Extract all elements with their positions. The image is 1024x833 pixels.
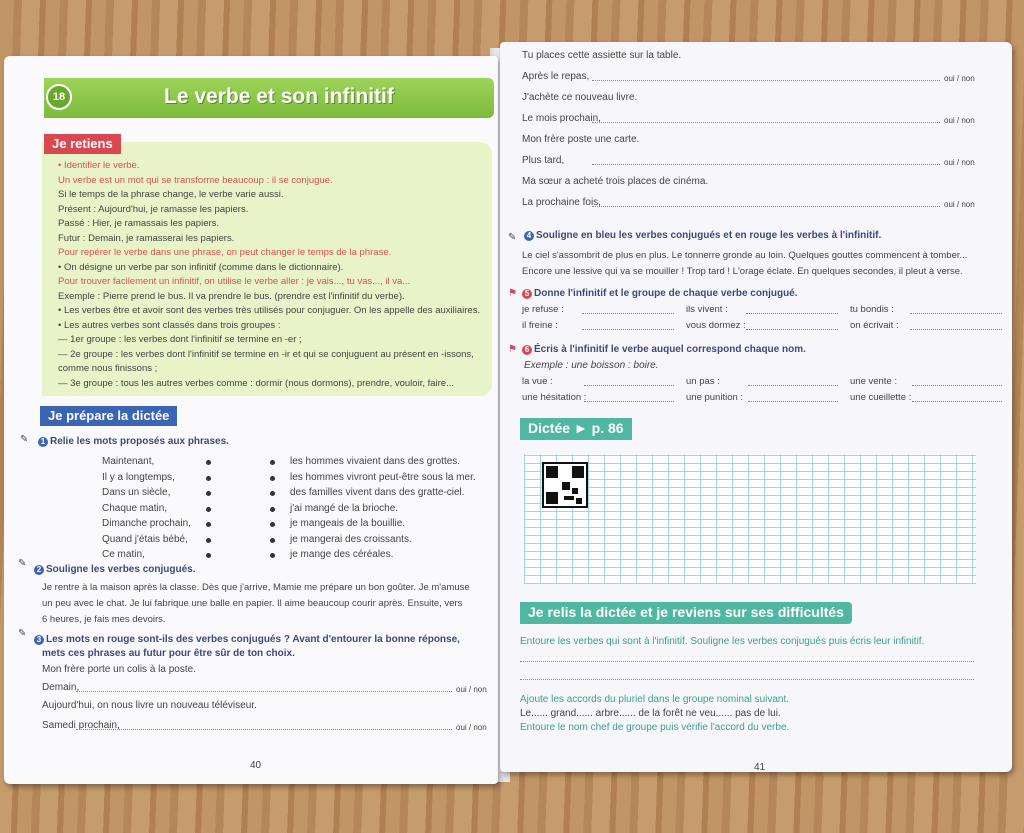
answer-line (582, 320, 674, 330)
retiens-line: • Identifier le verbe. (58, 160, 140, 171)
answer-line (910, 320, 1002, 330)
oui-non-choice: oui / non (944, 74, 975, 83)
link-dot[interactable] (270, 538, 275, 543)
ex5-item: ils vivent : (686, 304, 728, 315)
link-dot[interactable] (206, 553, 211, 558)
exercise-3-title: 3 Les mots en rouge sont-ils des verbes conjugués ? Avant d'entourer la bonne réponse, (34, 634, 460, 646)
future-line: Plus tard, (522, 155, 565, 166)
exercise-6-title: 6 Écris à l'infinitif le verbe auquel correspond chaque nom. (522, 344, 806, 356)
ex1-right-item: je mangeais de la bouillie. (290, 518, 406, 529)
ex6-item: une hésitation : (522, 392, 587, 403)
future-line: Mon frère poste une carte. (522, 134, 640, 145)
link-dot[interactable] (206, 476, 211, 481)
answer-line (592, 155, 940, 165)
relis-instruction-3: Entoure le nom chef de groupe puis vérifie l'accord du verbe. (520, 722, 790, 733)
retiens-line: comme nous finissons ; (58, 363, 158, 374)
future-line: J'achète ce nouveau livre. (522, 92, 638, 103)
retiens-line: Pour repérer le verbe dans une phrase, on peut changer le temps de la phrase. (58, 247, 392, 258)
page-number-left: 40 (250, 760, 262, 771)
oui-non-choice: oui / non (456, 723, 487, 732)
exercise-4-title: 4 Souligne en bleu les verbes conjugués et en rouge les verbes à l'infinitif. (524, 230, 881, 242)
ex5-item: tu bondis : (850, 304, 894, 315)
ex3-line: Samedi prochain, (42, 720, 120, 731)
ex2-line: un peu avec le chat. Je lui fabrique une balle en papier. Il aime beaucoup courir après. Ensuite, vers (42, 598, 463, 609)
link-dot[interactable] (270, 476, 275, 481)
exercise-3-title-line2: mets ces phrases au futur pour être sûr de ton choix. (42, 648, 295, 659)
dictation-writing-grid (524, 454, 976, 584)
ex1-left-item: Maintenant, (102, 456, 155, 467)
oui-non-choice: oui / non (944, 200, 975, 209)
oui-non-choice: oui / non (944, 116, 975, 125)
retiens-line: • On désigne un verbe par son infinitif (comme dans le dictionnaire). (58, 261, 344, 273)
ex1-left-item: Dans un siècle, (102, 487, 171, 498)
future-line: Le mois prochain, (522, 113, 601, 124)
answer-line (746, 304, 838, 314)
dictee-label: Dictée ► p. 86 (520, 418, 632, 440)
lesson-title-bar (44, 78, 494, 118)
future-line: Ma sœur a acheté trois places de cinéma. (522, 176, 709, 187)
answer-line (520, 670, 974, 680)
pencil-icon: ✎ (508, 232, 517, 243)
lesson-number-badge: 18 (46, 84, 72, 110)
retiens-line: Si le temps de la phrase change, le verbe varie aussi. (58, 189, 284, 200)
exercise-4-line: Le ciel s'assombrit de plus en plus. Le tonnerre gronde au loin. Quelques gouttes commencent à tomber... (522, 250, 968, 261)
link-dot[interactable] (206, 522, 211, 527)
ex1-right-item: les hommes vivront peut-être sous la mer. (290, 471, 476, 483)
ex1-right-item: je mange des céréales. (290, 549, 394, 560)
ex6-item: une cueillette : (850, 392, 912, 403)
answer-line (76, 720, 452, 730)
ex1-left-item: Ce matin, (102, 549, 145, 560)
answer-line (584, 392, 674, 402)
retiens-line: Présent : Aujourd'hui, je ramasse les papiers. (58, 203, 249, 215)
ex6-item: la vue : (522, 376, 553, 387)
ex5-item: on écrivait : (850, 320, 899, 331)
pencil-icon: ✎ (18, 628, 27, 639)
answer-line (592, 197, 940, 207)
link-dot[interactable] (270, 460, 275, 465)
retiens-line: • Les autres verbes sont classés dans trois groupes : (58, 319, 281, 331)
ex1-right-item: j'ai mangé de la brioche. (290, 502, 399, 514)
relis-label: Je relis la dictée et je reviens sur ses difficultés (520, 602, 852, 624)
future-line: Tu places cette assiette sur la table. (522, 50, 682, 61)
retiens-line: — 2e groupe : les verbes dont l'infinitif se termine en -ir et qui se conjuguent au présent en -issons, (58, 348, 474, 360)
link-dot[interactable] (270, 507, 275, 512)
ex1-left-item: Il y a longtemps, (102, 471, 175, 483)
link-dot[interactable] (270, 491, 275, 496)
future-line: La prochaine fois, (522, 197, 601, 208)
retiens-line: Pour trouver facilement un infinitif, on utilise le verbe aller : je vais..., tu vas..., il va... (58, 276, 411, 287)
retiens-line: Passé : Hier, je ramassais les papiers. (58, 218, 220, 229)
pencil-icon: ✎ (18, 558, 27, 569)
link-dot[interactable] (206, 460, 211, 465)
exercise-2-title: 2 Souligne les verbes conjugués. (34, 564, 196, 576)
answer-line (746, 320, 838, 330)
right-page (500, 42, 1012, 772)
ex3-line: Mon frère porte un colis à la poste. (42, 664, 196, 675)
flag-icon: ⚑ (508, 344, 517, 355)
answer-line (592, 113, 940, 123)
link-dot[interactable] (206, 538, 211, 543)
future-line: Après le repas, (522, 71, 590, 82)
ex5-item: vous dormez : (686, 320, 746, 331)
retiens-line: Exemple : Pierre prend le bus. Il va prendre le bus. (prendre est l'infinitif du verbe). (58, 290, 405, 302)
exercise-1-title: 1 Relie les mots proposés aux phrases. (38, 436, 229, 448)
qr-code-icon (542, 462, 588, 508)
link-dot[interactable] (206, 491, 211, 496)
ex5-item: je refuse : (522, 304, 564, 315)
ex3-line: Aujourd'hui, on nous livre un nouveau téléviseur. (42, 700, 257, 711)
answer-line (910, 304, 1002, 314)
exercise-5-title: 5 Donne l'infinitif et le groupe de chaque verbe conjugué. (522, 288, 798, 300)
ex6-item: une vente : (850, 376, 898, 387)
answer-line (912, 392, 1002, 402)
ex1-right-item: les hommes vivaient dans des grottes. (290, 456, 461, 467)
retiens-line: — 1er groupe : les verbes dont l'infinitif se termine en -er ; (58, 334, 302, 345)
ex6-item: une punition : (686, 392, 744, 403)
ex6-item: un pas : (686, 376, 720, 387)
ex1-left-item: Dimanche prochain, (102, 518, 191, 529)
retiens-line: — 3e groupe : tous les autres verbes comme : dormir (nous dormons), prendre, vouloir, faire... (58, 377, 455, 389)
lesson-title: Le verbe et son infinitif (164, 85, 394, 108)
answer-line (748, 392, 838, 402)
relis-instruction-1: Entoure les verbes qui sont à l'infinitif. Souligne les verbes conjugués puis écris leur infinitif. (520, 636, 925, 647)
answer-line (76, 682, 452, 692)
oui-non-choice: oui / non (456, 685, 487, 694)
ex5-item: il freine : (522, 320, 558, 331)
retiens-line: Futur : Demain, je ramasserai les papiers. (58, 232, 235, 244)
retiens-label: Je retiens (44, 134, 121, 154)
retiens-line: • Les verbes être et avoir sont des verbes très utilisés pour conjuguer. On les appelle des auxiliaires. (58, 305, 481, 316)
answer-line (592, 71, 940, 81)
left-page (4, 56, 498, 784)
ex1-left-item: Quand j'étais bébé, (102, 533, 188, 545)
ex2-line: 6 heures, je fais mes devoirs. (42, 614, 166, 625)
answer-line (584, 376, 674, 386)
retiens-line: Un verbe est un mot qui se transforme beaucoup : il se conjugue. (58, 174, 333, 186)
relis-instruction-2: Ajoute les accords du pluriel dans le groupe nominal suivant. (520, 694, 790, 705)
flag-icon: ⚑ (508, 288, 517, 299)
answer-line (582, 304, 674, 314)
ex1-left-item: Chaque matin, (102, 502, 168, 514)
link-dot[interactable] (206, 507, 211, 512)
ex3-line: Demain, (42, 682, 80, 693)
answer-line (748, 376, 838, 386)
relis-sentence: Le...... grand...... arbre...... de la forêt ne veu...... pas de lui. (520, 708, 781, 719)
exercise-6-example: Exemple : une boisson : boire. (524, 360, 659, 371)
oui-non-choice: oui / non (944, 158, 975, 167)
ex1-right-item: des familles vivent dans des gratte-ciel. (290, 487, 465, 498)
link-dot[interactable] (270, 522, 275, 527)
ex2-line: Je rentre à la maison après la classe. Dès que j'arrive, Mamie me prépare un bon goûter. Je m'amuse (42, 582, 470, 593)
dictee-prep-label: Je prépare la dictée (40, 406, 177, 426)
pencil-icon: ✎ (20, 434, 29, 445)
exercise-4-line: Encore une lessive qui va se mouiller ! Trop tard ! L'orage éclate. En quelques secondes, il pleut à verse. (522, 266, 963, 277)
link-dot[interactable] (270, 553, 275, 558)
page-number-right: 41 (754, 762, 766, 772)
answer-line (520, 652, 974, 662)
ex1-right-item: je mangerai des croissants. (290, 533, 412, 545)
answer-line (912, 376, 1002, 386)
